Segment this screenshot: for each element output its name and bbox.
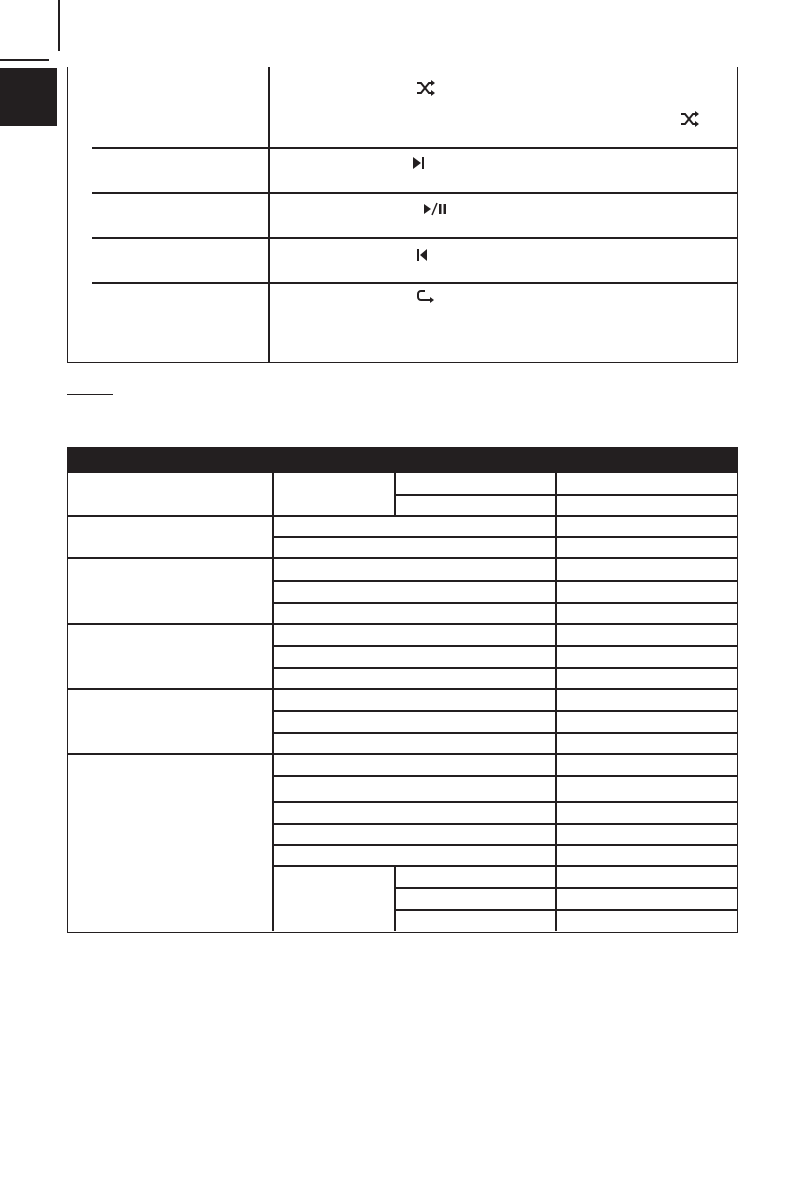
shuffle-icon [416,80,436,96]
row-divider [272,580,737,582]
play-pause-icon [423,201,449,217]
column-divider [272,473,274,931]
row-divider [92,147,737,149]
column-divider [555,473,557,931]
group-divider [68,753,737,755]
row-divider [92,282,737,284]
row-divider [272,602,737,604]
row-divider [272,844,737,846]
row-divider [92,192,737,194]
next-track-icon [410,155,430,171]
row-divider [394,494,737,496]
column-divider [268,67,270,362]
row-divider [394,909,737,911]
previous-track-icon [414,247,434,263]
row-divider [272,667,737,669]
row-divider [272,536,737,538]
note-label [67,382,113,395]
row-divider [272,710,737,712]
table-header [67,447,738,473]
row-divider [272,823,737,825]
group-divider [68,623,737,625]
group-divider [68,515,737,517]
row-divider [394,887,737,889]
row-divider [92,237,737,239]
row-divider [272,645,737,647]
repeat-icon [416,289,436,305]
language-tab [0,68,57,126]
column-divider [394,865,396,931]
specification-table [67,447,738,933]
crop-mark-vertical [58,0,60,51]
shuffle-icon [680,111,700,127]
group-divider [68,688,737,690]
crop-mark-horizontal [0,59,49,61]
row-divider [272,865,737,867]
row-divider [272,775,737,777]
row-divider [272,732,737,734]
group-divider [68,557,737,559]
control-table [67,67,738,363]
row-divider [272,801,737,803]
